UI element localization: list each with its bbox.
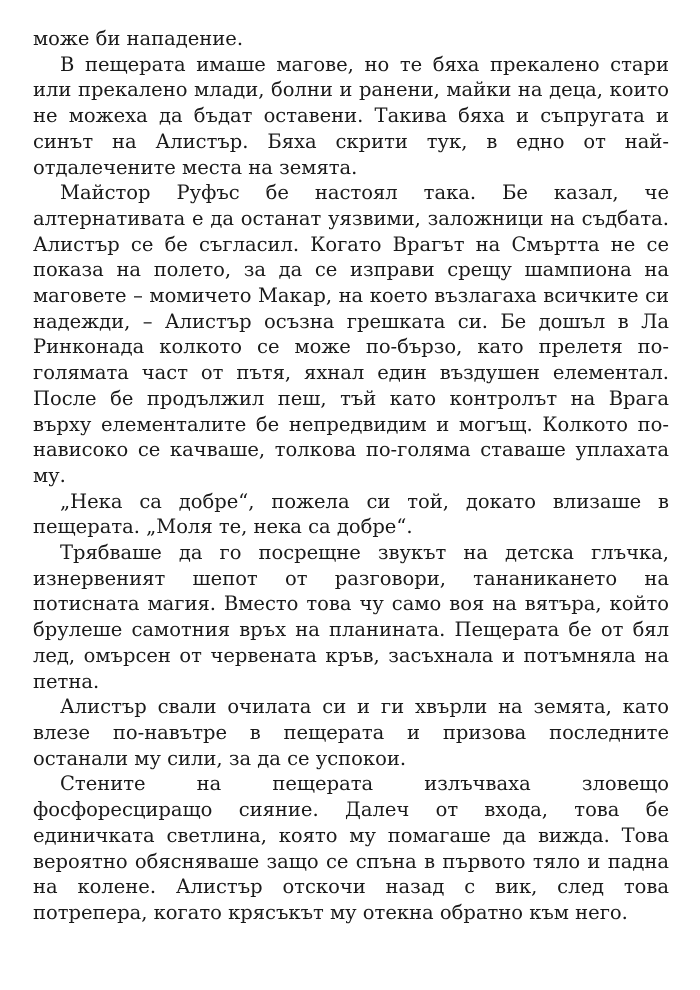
paragraph-silent-cave: Трябваше да го посрещне звукът на детска глъчка, изнервеният шепот от разговори, тананикането на потисната магия. Вместо това чу само воя на вятъра, който брулеше самотния връх на планината. Пещерата бе от бял лед, омърсен от червената кръв, засъхнала и потъмняла на петна. [33, 541, 669, 693]
paragraph-master-rufus: Майстор Руфъс бе настоял така. Бе казал, че алтернативата е да останат уязвими, заложници на съдбата. Алистър се бе съгласил. Когато Врагът на Смъртта не се показа на полето, за да се изправи срещу шампиона на маговете – момичето Макар, на което възлагаха всичките си надежди, – Алистър осъзна грешката си. Бе дошъл в Ла Ринконада колкото се може по-бързо, като прелетя по-голямата част от пътя, яхнал един въздушен елементал. После бе продължил пеш, тъй като контролът на Врага върху елементалите бе непредвидим и могъщ. Колкото по-нависоко се качваше, толкова по-голяма ставаше уплахата му. [33, 181, 669, 487]
paragraph-goggles: Алистър свали очилата си и ги хвърли на земята, като влезе по-навътре в пещерата и призова последните останали му сили, за да се успокои. [33, 695, 669, 770]
paragraph-glowing-walls: Стените на пещерата излъчваха зловещо фосфоресциращо сияние. Далеч от входа, това бе единичката светлина, която му помагаше да вижда. Това вероятно обясняваше защо се спъна в първото тяло и падна на колене. Алистър отскочи назад с вик, след това потрепера, когато крясъкът му отекна обратно към него. [33, 772, 669, 924]
paragraph-let-them-be-well: „Нека са добре“, пожела си той, докато влизаше в пещерата. „Моля те, нека са добре“. [33, 489, 669, 539]
paragraph-continuation: може би нападение. [33, 27, 244, 50]
book-page [33, 26, 669, 926]
paragraph-mages-in-cave: В пещерата имаше магове, но те бяха прекалено стари или прекалено млади, болни и ранени, майки на деца, които не можеха да бъдат оставени. Такива бяха и съпругата и синът на Алистър. Бяха скрити тук, в едно от най-отдалечените места на земята. [33, 52, 669, 179]
